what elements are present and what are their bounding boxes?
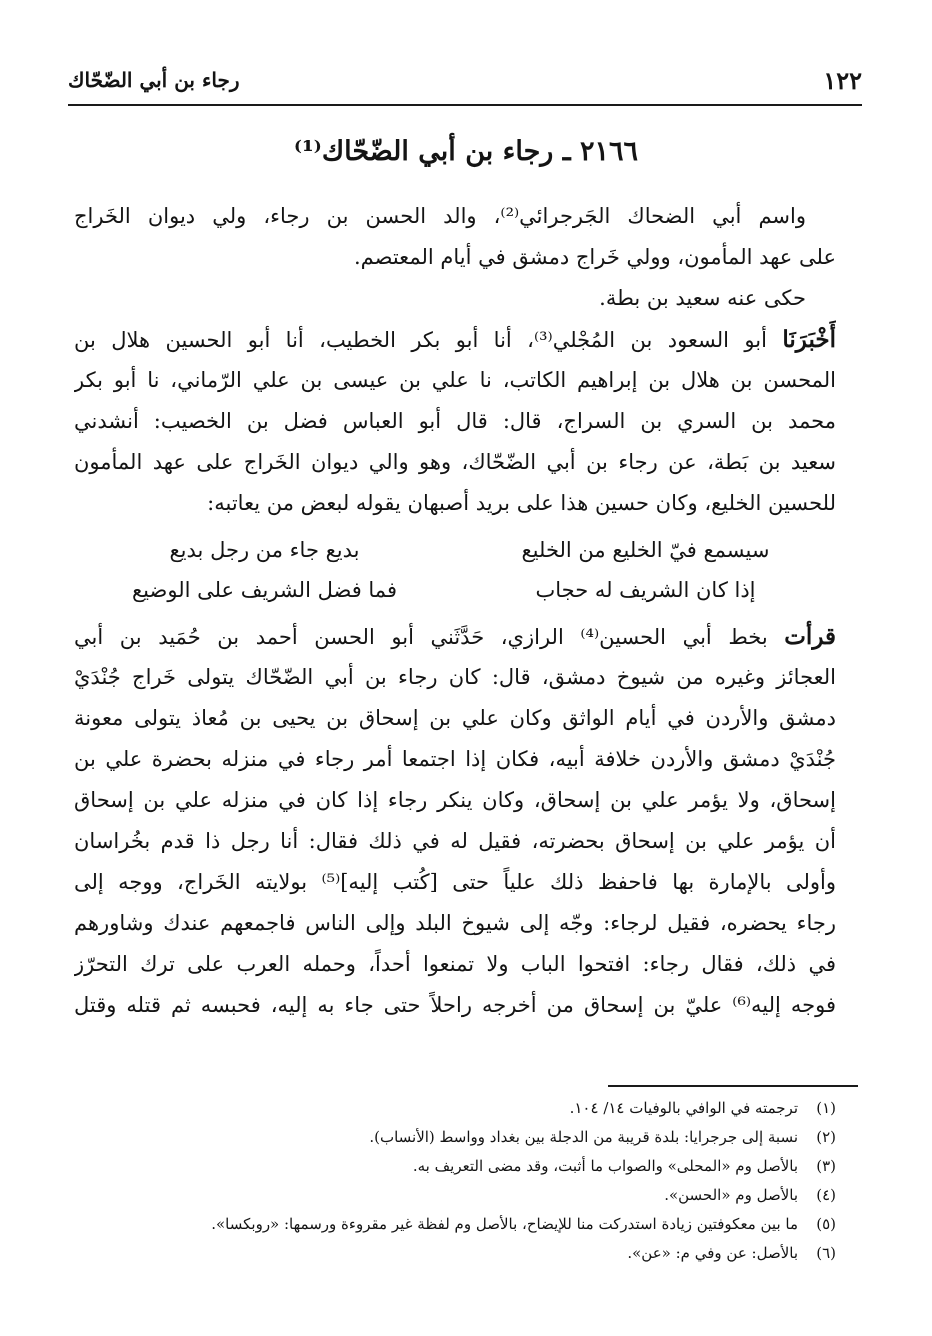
footnote-number: (٢) (816, 1128, 836, 1146)
poem-verse (74, 530, 836, 570)
text-line: واسم أبي الضحاك الجَرجرائي⁽²⁾، والد الحسن بن رجاء، ولي ديوان الخَراج (74, 204, 807, 228)
page-number: ١٢٢ (823, 66, 862, 95)
text-line: على عهد المأمون، وولي خَراج دمشق في أيام المعتصم. (353, 245, 836, 269)
footnote-number: (٤) (816, 1186, 836, 1204)
text-line (74, 616, 836, 657)
body-text (74, 196, 836, 1026)
text-line: في ذلك، فقال رجاء: افتحوا الباب ولا تمنعوا أحداً، وحمله العرب على ترك التحرّز (74, 952, 836, 976)
footnotes (120, 1094, 836, 1268)
footnote (120, 1210, 836, 1239)
footnote-text: نسبة إلى جرجرايا: بلدة قريبة من الدجلة بين بغداد وواسط (الأنساب). (369, 1128, 798, 1146)
text-segment: بخط أبي الحسين⁽⁴⁾ الرازي، حَدَّثَني أبو الحسن أحمد بن حُمَيد بن أبي (74, 625, 785, 649)
text-line: جُنْدَيْ دمشق والأردن خلافة أبيه، فكان إذا اجتمعا أمر رجاء في منزله بحضرة علي بن (74, 747, 836, 771)
running-header (68, 64, 862, 106)
footnote-number: (٦) (816, 1244, 836, 1262)
footnote-text: بالأصل وم «المحلى» والصواب ما أثبت، وقد مضى التعريف به. (412, 1157, 798, 1175)
text-line: العجائز وغيره من شيوخ دمشق، قال: كان رجاء بن أبي الضّحّاك يتولى خَراج جُنْدَيْ (74, 665, 836, 689)
footnote (120, 1094, 836, 1123)
hemistich-second: فما فضل الشريف على الوضيع (132, 578, 397, 602)
poem-verse (74, 570, 836, 610)
text-line: فوجه إليه⁽⁶⁾ عليّ بن إسحاق من أخرجه راحلاً حتى جاء به إليه، فحبسه ثم قتله وقتل (74, 993, 836, 1017)
footnote-divider (608, 1085, 858, 1087)
hemistich-second: بديع جاء من رجل بديع (169, 538, 360, 562)
text-line: محمد بن السري بن السراج، قال: قال أبو العباس فضل بن الخصيب: أنشدني (74, 409, 836, 433)
footnote-text: بالأصل: عن وفي م: «عن». (627, 1244, 798, 1262)
footnote-text: ترجمته في الوافي بالوفيات ١٤/ ١٠٤. (569, 1099, 798, 1117)
poem (74, 530, 836, 610)
text-line: رجاء يحضره، فقيل لرجاء: وجّه إلى شيوخ البلد وإلى الناس فاجمعهم عندك وشاورهم (74, 911, 836, 935)
entry-title: ٢١٦٦ ـ رجاء بن أبي الضّحّاك⁽¹⁾ (293, 136, 639, 167)
footnote (120, 1123, 836, 1152)
text-line: أن يؤمر علي بن إسحاق بحضرته، فقيل له في ذلك فقال: أنا رجل ذا قدم بخُراسان (74, 829, 836, 853)
isnad-lead-word: أَخْبَرَنَا (782, 326, 836, 353)
footnote-text: بالأصل وم «الحسن». (664, 1186, 798, 1204)
footnote-number: (١) (816, 1099, 836, 1117)
footnote-number: (٣) (816, 1157, 836, 1175)
footnote (120, 1181, 836, 1210)
text-line: دمشق والأردن في أيام الواثق وكان علي بن إسحاق بن يحيى بن مُعاذ يتولى معونة (74, 706, 836, 730)
text-segment: أبو السعود بن المُجْلي⁽³⁾، أنا أبو بكر الخطيب، أنا أبو الحسين هلال بن (74, 328, 783, 352)
text-line: للحسين الخليع، وكان حسين هذا على بريد أصبهان يقوله لبعض من يعاتبه: (207, 491, 836, 515)
text-line: المحسن بن هلال بن إبراهيم الكاتب، نا علي بن عيسى بن علي الرّماني، نا أبو بكر (74, 368, 836, 392)
footnote-text: ما بين معكوفتين زيادة استدركت منا للإيضاح، بالأصل وم لفظة غير مقروءة ورسمها: «روبكسا». (211, 1215, 798, 1233)
isnad-lead-word: قرأت (784, 623, 836, 650)
footnote (120, 1152, 836, 1181)
footnote-number: (٥) (816, 1215, 836, 1233)
text-line: سعيد بن بَطة، عن رجاء بن أبي الضّحّاك، وهو والي ديوان الخَراج على عهد المأمون (74, 450, 836, 474)
text-line: وأولى بالإمارة بها فاحفظ ذلك علياً حتى [كُتب إليه]⁽⁵⁾ بولايته الخَراج، ووجه إلى (74, 870, 836, 894)
hemistich-first: إذا كان الشريف له حجاب (535, 578, 756, 602)
footnote (120, 1239, 836, 1268)
text-line: حكى عنه سعيد بن بطة. (599, 286, 806, 310)
text-line: إسحاق، ولا يؤمر علي بن إسحاق، وكان ينكر رجاء إذا كان في منزله علي بن إسحاق (74, 788, 836, 812)
text-line (74, 319, 836, 360)
running-title: رجاء بن أبي الضّحّاك (68, 68, 240, 92)
hemistich-first: سيسمع فيّ الخليع من الخليع (521, 538, 770, 562)
